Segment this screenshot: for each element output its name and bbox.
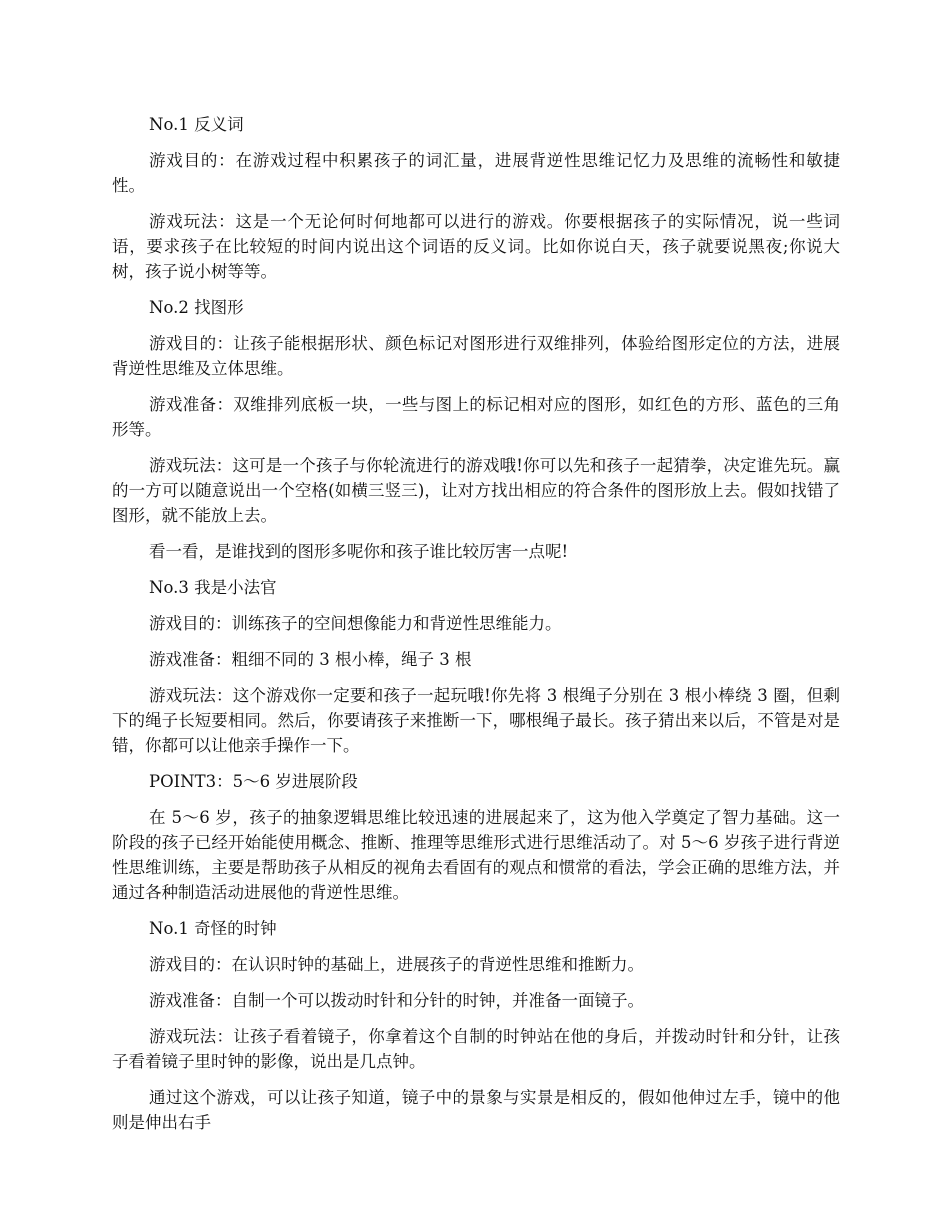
heading-point3: POINT3：5～6 岁进展阶段 [149,772,358,791]
paragraph-shapes-goal: 游戏目的：让孩子能根据形状、颜色标记对图形进行双维排列，体验给图形定位的方法，进展背逆性思维及立体思维。 [112,334,840,378]
paragraph-clock-goal: 游戏目的：在认识时钟的基础上，进展孩子的背逆性思维和推断力。 [149,955,644,974]
heading-game-antonyms: No.1 反义词 [149,115,244,134]
paragraph-judge-prep: 游戏准备：粗细不同的 3 根小棒，绳子 3 根 [149,650,472,669]
paragraph-clock-rules: 游戏玩法：让孩子看着镜子，你拿着这个自制的时钟站在他的身后，并拨动时针和分针，让孩子看着镜子里时钟的影像，说出是几点钟。 [112,1027,840,1071]
heading-game-judge: No.3 我是小法官 [149,578,277,597]
document-page [112,112,840,1146]
paragraph-judge-rules: 游戏玩法：这个游戏你一定要和孩子一起玩哦!你先将 3 根绳子分别在 3 根小棒绕 3 圈，但剩下的绳子长短要相同。然后，你要请孩子来推断一下，哪根绳子最长。孩子猜出来以后，不管是对是错，你都可以让他亲手操作一下。 [112,686,840,755]
paragraph-shapes-rules: 游戏玩法：这可是一个孩子与你轮流进行的游戏哦!你可以先和孩子一起猜拳，决定谁先玩。赢的一方可以随意说出一个空格(如横三竖三)，让对方找出相应的符合条件的图形放上去。假如找错了图形，就不能放上去。 [112,456,840,525]
paragraph-clock-prep: 游戏准备：自制一个可以拨动时针和分针的时钟，并准备一面镜子。 [149,991,644,1010]
heading-game-find-shapes: No.2 找图形 [149,298,244,317]
paragraph-judge-goal: 游戏目的：训练孩子的空间想像能力和背逆性思维能力。 [149,614,562,633]
paragraph-shapes-prep: 游戏准备：双维排列底板一块，一些与图上的标记相对应的图形，如红色的方形、蓝色的三角形等。 [112,395,840,439]
paragraph-clock-note: 通过这个游戏，可以让孩子知道，镜子中的景象与实景是相反的，假如他伸过左手，镜中的他则是伸出右手 [112,1088,840,1132]
paragraph-antonyms-goal: 游戏目的：在游戏过程中积累孩子的词汇量，进展背逆性思维记忆力及思维的流畅性和敏捷性。 [112,151,840,195]
heading-game-clock: No.1 奇怪的时钟 [149,919,277,938]
paragraph-point3-intro: 在 5～6 岁，孩子的抽象逻辑思维比较迅速的进展起来了，这为他入学奠定了智力基础。这一阶段的孩子已经开始能使用概念、推断、推理等思维形式进行思维活动了。对 5～6 岁孩子进行背逆性思维训练，主要是帮助孩子从相反的视角去看固有的观点和惯常的看法，学会正确的思维方法，并通过各种制造活动进展他的背逆性思维。 [112,808,840,902]
paragraph-shapes-note: 看一看，是谁找到的图形多呢你和孩子谁比较厉害一点呢! [149,542,569,561]
paragraph-antonyms-rules: 游戏玩法：这是一个无论何时何地都可以进行的游戏。你要根据孩子的实际情况，说一些词语，要求孩子在比较短的时间内说出这个词语的反义词。比如你说白天，孩子就要说黑夜;你说大树，孩子说小树等等。 [112,212,840,281]
